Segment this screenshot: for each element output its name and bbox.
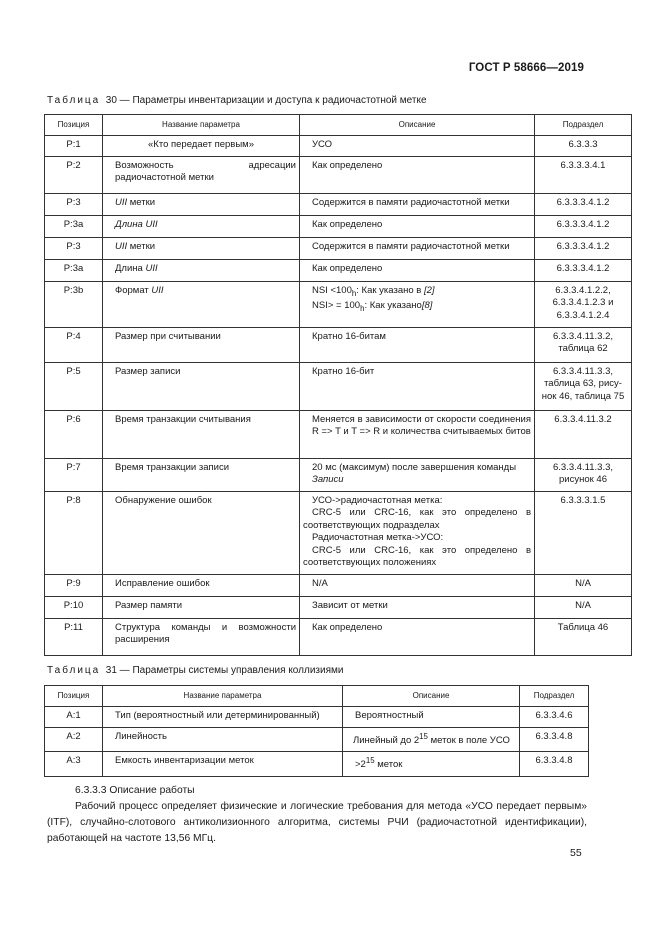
cell-description: Содержится в памяти радиочастотной метки xyxy=(300,237,535,259)
cell-position: P:5 xyxy=(45,362,103,410)
table-row xyxy=(45,215,632,237)
cell-name: Размер памяти xyxy=(103,596,300,618)
table-row xyxy=(45,193,632,215)
cell-name xyxy=(103,259,300,281)
table-row xyxy=(45,752,589,777)
cell-position: P:4 xyxy=(45,327,103,362)
cell-name: Структура команды и возможности расширения xyxy=(103,618,300,655)
description-text: меток xyxy=(374,759,403,771)
cell-position: A:2 xyxy=(45,727,103,752)
hex-subscript: h xyxy=(360,303,365,313)
table31-caption-word: Таблица xyxy=(47,665,101,676)
cell-description: Как определено xyxy=(300,259,535,281)
cell-position: P:10 xyxy=(45,596,103,618)
cell-description xyxy=(343,727,520,752)
cell-position: P:6 xyxy=(45,410,103,458)
cell-name xyxy=(103,237,300,259)
cell-subsection: 6.3.3.3.4.1.2 xyxy=(535,259,632,281)
table-row xyxy=(45,596,632,618)
table-row xyxy=(45,618,632,655)
section-body xyxy=(47,783,587,847)
cell-position: P:3a xyxy=(45,259,103,281)
cell-name xyxy=(103,215,300,237)
page-number: 55 xyxy=(570,847,582,859)
name-italic: UII xyxy=(115,196,128,208)
cell-name: Размер записи xyxy=(103,362,300,410)
nsi-line-1 xyxy=(312,285,531,300)
error-detection-line: CRC-5 или CRC-16, как это определено в соответствующих подразделах xyxy=(303,507,531,531)
name-italic: UII xyxy=(115,240,128,252)
name-rest: метки xyxy=(127,240,156,252)
table30-header-row xyxy=(45,115,632,136)
table-row xyxy=(45,574,632,596)
table-31 xyxy=(44,685,589,777)
cell-subsection: 6.3.3.3.4.1.2 xyxy=(535,193,632,215)
table-row xyxy=(45,259,632,281)
cell-subsection: 6.3.3.3.1.5 xyxy=(535,491,632,574)
cell-description: Кратно 16-битам xyxy=(300,327,535,362)
reference: [2] xyxy=(423,284,435,296)
column-header: Описание xyxy=(300,115,535,136)
cell-position: P:9 xyxy=(45,574,103,596)
document-header: ГОСТ Р 58666—2019 xyxy=(468,62,584,74)
table-row xyxy=(45,237,632,259)
exponent: 15 xyxy=(419,731,428,741)
cell-name: Исправление ошибок xyxy=(103,574,300,596)
cell-description xyxy=(300,458,535,491)
cell-name: Время транзакции считывания xyxy=(103,410,300,458)
cell-subsection: 6.3.3.3.4.1.2 xyxy=(535,215,632,237)
cell-name: Линейность xyxy=(103,727,343,752)
table31-header-row xyxy=(45,686,589,707)
cell-subsection: 6.3.3.4.11.3.2 xyxy=(535,410,632,458)
cell-position: P:3 xyxy=(45,237,103,259)
table-30 xyxy=(44,114,632,656)
cell-description: Как определено xyxy=(300,618,535,655)
column-header: Подраздел xyxy=(535,115,632,136)
name-italic: UII xyxy=(145,262,158,274)
table-row xyxy=(45,281,632,327)
cell-name xyxy=(103,281,300,327)
nsi-text: NSI> = 100 xyxy=(312,299,361,311)
cell-position: A:1 xyxy=(45,706,103,727)
table30-caption xyxy=(47,95,427,106)
cell-position: P:3b xyxy=(45,281,103,327)
error-detection-line: УСО->радиочастотная метка: xyxy=(312,494,443,506)
cell-description: Меняется в зависимости от скорости соединения R => T и T => R и количества считываемых битов xyxy=(300,410,535,458)
table31-caption-text: 31 — Параметры системы управления коллизиями xyxy=(105,665,344,676)
table-row xyxy=(45,156,632,193)
cell-name: Возможность адресации радиочастотной метки xyxy=(103,156,300,193)
name-prefix: Формат xyxy=(115,284,152,296)
nsi-text: : Как указано в xyxy=(356,284,424,296)
cell-description: Вероятностный xyxy=(343,706,520,727)
cell-description xyxy=(300,491,535,574)
cell-subsection: 6.3.3.4.6 xyxy=(520,706,589,727)
table30-caption-word: Таблица xyxy=(47,95,101,106)
cell-name: «Кто передает первым» xyxy=(103,135,300,156)
table-row xyxy=(45,458,632,491)
nsi-text: NSI <100 xyxy=(312,284,352,296)
cell-name: Размер при считывании xyxy=(103,327,300,362)
cell-subsection: 6.3.3.4.8 xyxy=(520,727,589,752)
description-text: меток в поле УСО xyxy=(427,734,510,746)
table-row xyxy=(45,706,589,727)
cell-name: Обнаружение ошибок xyxy=(103,491,300,574)
table-row xyxy=(45,327,632,362)
error-detection-line: Радиочастотная метка->УСО: xyxy=(312,532,444,543)
cell-position: P:7 xyxy=(45,458,103,491)
column-header: Позиция xyxy=(45,115,103,136)
cell-subsection: N/A xyxy=(535,596,632,618)
cell-subsection: 6.3.3.3.4.1 xyxy=(535,156,632,193)
hex-subscript: h xyxy=(351,288,357,298)
description-text: >2 xyxy=(355,759,366,771)
section-heading: 6.3.3.3 Описание работы xyxy=(75,785,195,796)
table-row xyxy=(45,410,632,458)
column-header: Позиция xyxy=(45,686,103,707)
cell-description: Содержится в памяти радиочастотной метки xyxy=(300,193,535,215)
name-italic: UII xyxy=(151,284,164,296)
table-row xyxy=(45,135,632,156)
cell-description xyxy=(300,281,535,327)
cell-subsection: 6.3.3.4.11.3.3, таблица 63, рису- нок 46, таблица 75 xyxy=(535,362,632,410)
cell-subsection: N/A xyxy=(535,574,632,596)
description-text: Линейный до 2 xyxy=(353,734,420,746)
cell-subsection: 6.3.3.4.1.2.2, 6.3.3.4.1.2.3 и 6.3.3.4.1.2.4 xyxy=(535,281,632,327)
description-text: 20 мс (максимум) после завершения команды xyxy=(312,461,517,473)
table-row xyxy=(45,362,632,410)
name-rest: метки xyxy=(127,196,156,208)
cell-subsection: 6.3.3.4.11.3.2, таблица 62 xyxy=(535,327,632,362)
cell-description: Зависит от метки xyxy=(300,596,535,618)
cell-description xyxy=(343,752,520,777)
cell-name: Емкость инвентаризации меток xyxy=(103,752,343,777)
cell-subsection: 6.3.3.3.4.1.2 xyxy=(535,237,632,259)
column-header: Описание xyxy=(343,686,520,707)
cell-subsection: 6.3.3.4.11.3.3, рисунок 46 xyxy=(535,458,632,491)
exponent: 15 xyxy=(365,756,375,766)
cell-name: Тип (вероятностный или детерминированный) xyxy=(103,706,343,727)
table31-caption xyxy=(47,665,343,676)
error-detection-line: CRC-5 или CRC-16, как это определено в соответствующих положениях xyxy=(303,544,531,568)
cell-position: P:3 xyxy=(45,193,103,215)
cell-position: P:2 xyxy=(45,156,103,193)
nsi-line-2 xyxy=(312,300,531,315)
table30-caption-text: 30 — Параметры инвентаризации и доступа к радиочастотной метке xyxy=(105,95,427,106)
cell-description: Как определено xyxy=(300,156,535,193)
nsi-text: : Как указано xyxy=(364,299,422,311)
table-row xyxy=(45,727,589,752)
cell-description: Кратно 16-бит xyxy=(300,362,535,410)
cell-position: A:3 xyxy=(45,752,103,777)
cell-position: P:3a xyxy=(45,215,103,237)
cell-name: Время транзакции записи xyxy=(103,458,300,491)
cell-subsection: Таблица 46 xyxy=(535,618,632,655)
table-row xyxy=(45,491,632,574)
column-header: Название параметра xyxy=(103,115,300,136)
cell-subsection: 6.3.3.4.8 xyxy=(520,752,589,777)
cell-position: P:1 xyxy=(45,135,103,156)
command-name: Записи xyxy=(312,474,344,485)
cell-description: N/A xyxy=(300,574,535,596)
cell-position: P:8 xyxy=(45,491,103,574)
cell-description: Как определено xyxy=(300,215,535,237)
name-prefix: Длина xyxy=(115,262,146,274)
name-italic: Длина UII xyxy=(115,218,158,230)
cell-position: P:11 xyxy=(45,618,103,655)
cell-name xyxy=(103,193,300,215)
column-header: Название параметра xyxy=(103,686,343,707)
section-paragraph: Рабочий процесс определяет физические и логические требования для метода «УСО передает первым» (ITF), случайно-слотового антиколизионного алгоритма, системы РЧИ (радиочастотной идентификации), работающей на частоте 13,56 МГц. xyxy=(47,801,587,844)
reference: [8] xyxy=(421,299,433,311)
cell-description: УСО xyxy=(300,135,535,156)
cell-subsection: 6.3.3.3 xyxy=(535,135,632,156)
column-header: Подраздел xyxy=(520,686,589,707)
